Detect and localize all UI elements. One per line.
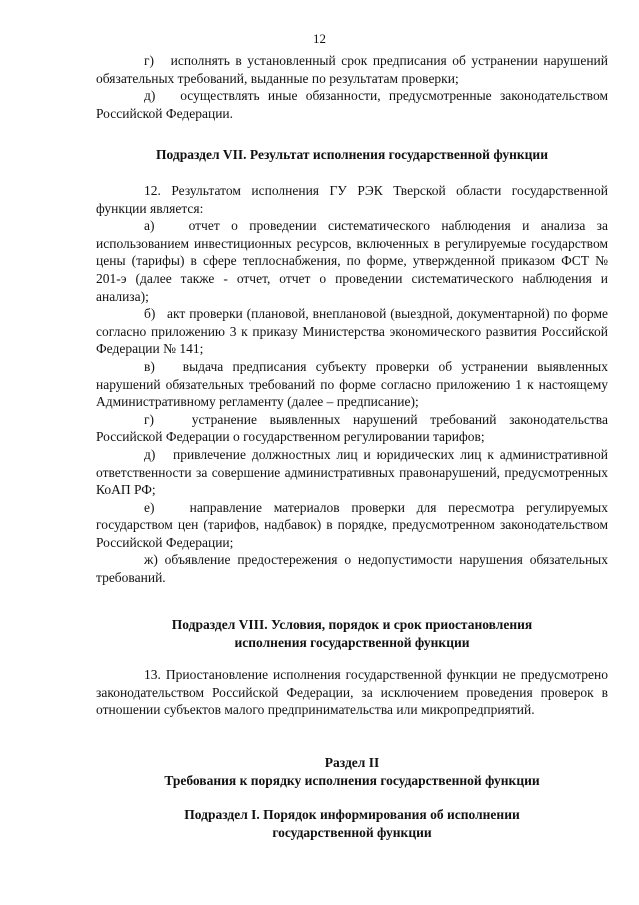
paragraph-13: 13. Приостановление исполнения государственной функции не предусмотрено законодательством Российской Федерации, за исключением проведения проверок в отношении субъектов малого предпринимательства или микропредприятий. bbox=[96, 667, 608, 718]
subsection-1-heading bbox=[96, 806, 608, 841]
list-item-g: г) устранение выявленных нарушений требований законодательства Российской Федерации о государственном регулировании тарифов; bbox=[96, 411, 608, 445]
list-item-d: д) привлечение должностных лиц и юридических лиц к административной ответственности за совершение административных правонарушений, предусмотренных КоАП РФ; bbox=[96, 446, 608, 498]
item-g: г) исполнять в установленный срок предписания об устранении нарушений обязательных требований, выданные по результатам проверки; bbox=[96, 53, 608, 86]
section-7-heading bbox=[96, 146, 608, 164]
item-d: д) осуществлять иные обязанности, предусмотренные законодательством Российской Федерации. bbox=[96, 88, 608, 121]
list-item-a: а) отчет о проведении систематического наблюдения и анализа за использованием инвестиционных ресурсов, включенных в регулируемые государством цены (тарифы) в сфере теплоснабжения, по форме, утвержденной приказом ФСТ № 201-э (далее также - отчет, отчет о проведении систематического наблюдения и анализа); bbox=[96, 218, 608, 304]
list-item-zh: ж) объявление предостережения о недопустимости нарушения обязательных требований. bbox=[96, 552, 608, 586]
section-8-body bbox=[96, 666, 608, 719]
section-heading-line-1: Подраздел VIII. Условия, порядок и срок приостановления bbox=[171, 617, 533, 632]
section-8-heading bbox=[96, 616, 608, 651]
paragraph-12: 12. Результатом исполнения ГУ РЭК Тверской области государственной функции является: bbox=[96, 183, 608, 216]
list-item-e: е) направление материалов проверки для пересмотра регулируемых государством цен (тарифов, надбавок) в порядке, предусмотренном законодательством Российской Федерации; bbox=[96, 499, 608, 550]
part-2-heading bbox=[96, 754, 608, 789]
section-heading: Подраздел VII. Результат исполнения государственной функции bbox=[156, 147, 548, 162]
section-heading-line-2: исполнения государственной функции bbox=[234, 634, 470, 650]
section-7-body bbox=[96, 182, 608, 587]
subsection-heading-line-2: государственной функции bbox=[272, 824, 432, 840]
page-number: 12 bbox=[313, 31, 326, 46]
subsection-heading-line-1: Подраздел I. Порядок информирования об исполнении bbox=[184, 807, 520, 822]
continued-items bbox=[96, 52, 608, 122]
part-title: Раздел II bbox=[324, 755, 380, 770]
part-subtitle: Требования к порядку исполнения государственной функции bbox=[164, 772, 540, 788]
list-item-b: б) акт проверки (плановой, внеплановой (выездной, документарной) по форме согласно приложению 3 к приказу Министерства экономического развития Российской Федерации № 141; bbox=[96, 306, 608, 357]
list-item-v: в) выдача предписания субъекту проверки об устранении выявленных нарушений обязательных требований по форме согласно приложению 1 к настоящему Административному регламенту (далее – предписание); bbox=[96, 358, 608, 410]
